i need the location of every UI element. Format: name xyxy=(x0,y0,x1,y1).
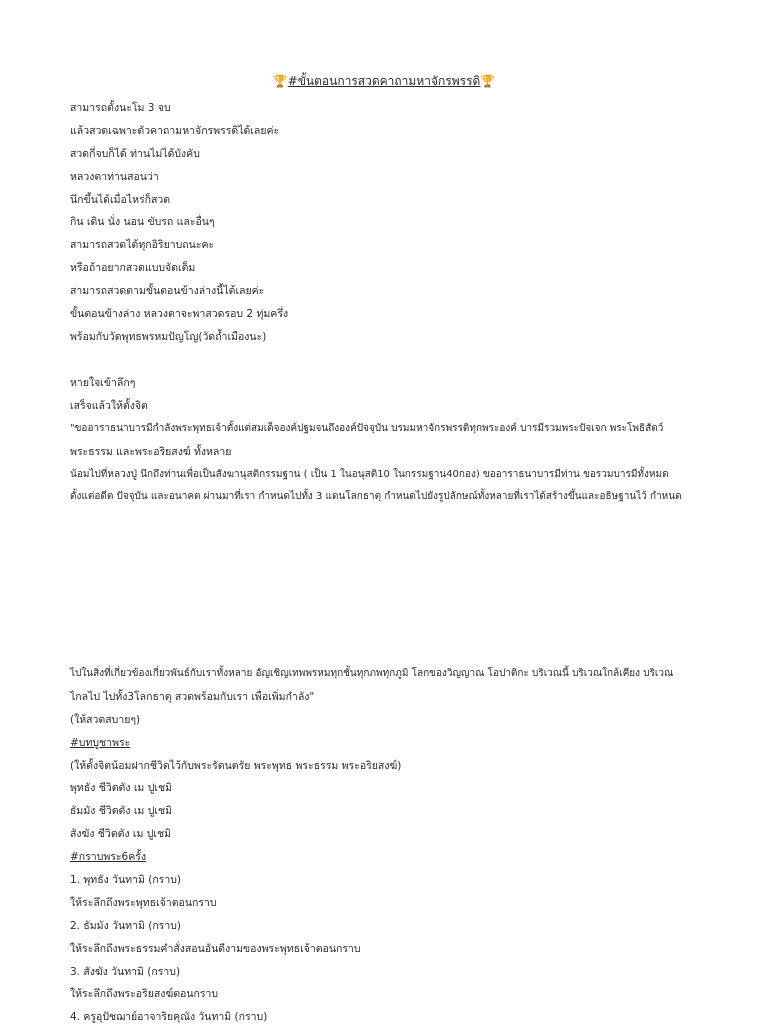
text-line: (ให้ตั้งจิตน้อมฝากชีวิตไว้กับพระรัตนตรัย พระพุทธ พระธรรม พระอริยสงฆ์) xyxy=(70,759,402,772)
text-line: นึกขึ้นได้เมื่อไหร่ก็สวด xyxy=(70,193,171,206)
chant-section xyxy=(70,663,730,1029)
text-line: ไปในสิ่งที่เกี่ยวข้องเกี่ยวพันธ์กับเราทั้งหลาย อัญเชิญเทพพรหมทุกชั้นทุกภพทุกภูมิ โลกของวิญญาณ โอปาติกะ บริเวณนี้ บริเวณใกล้เคียง บริเวณ xyxy=(70,668,674,679)
text-line: กิน เดิน นั่ง นอน ขับรถ และอื่นๆ xyxy=(70,216,215,229)
text-line: ให้ระลึกถึงพระธรรมคำสั่งสอนอันดีงามของพระพุทธเจ้าตอนกราบ xyxy=(70,942,361,955)
text-line: แล้วสวดเฉพาะตัวคาถามหาจักรพรรดิได้เลยค่ะ xyxy=(70,124,280,137)
text-line: 1. พุทธัง วันทามิ (กราบ) xyxy=(70,874,181,887)
intention-section xyxy=(70,372,730,509)
section-heading: #บทบูชาพระ xyxy=(70,736,131,749)
text-line: ขั้นตอนข้างล่าง หลวงตาจะพาสวดรอบ 2 ทุ่มครึ่ง xyxy=(70,308,289,321)
text-line: สวดกี่จบก็ได้ ท่านไม่ได้บังคับ xyxy=(70,147,200,160)
text-line: พร้อมกับวัดพุทธพรหมปัญโญ(วัดถ้ำเมืองนะ) xyxy=(70,330,267,343)
text-line: (ให้สวดสบายๆ) xyxy=(70,713,141,726)
text-line: ให้ระลึกถึงพระอริยสงฆ์ตอนกราบ xyxy=(70,988,219,1001)
text-line: เสร็จแล้วให้ตั้งจิต xyxy=(70,399,148,412)
intro-section xyxy=(70,97,730,349)
text-line: สามารถสวดได้ทุกอิริยาบถนะคะ xyxy=(70,239,215,252)
text-line: พระธรรม และพระอริยสงฆ์ ทั้งหลาย xyxy=(70,445,232,458)
text-line: ธัมมัง ชีวิตตัง เม ปูเชมิ xyxy=(70,805,172,818)
text-line: น้อมไปที่หลวงปู่ นึกถึงท่านเพื่อเป็นสังฆานุสติกรรมฐาน ( เป็น 1 ในอนุสติ10 ในกรรมฐาน40กอง) ขออาราธนาบารมีท่าน ขอรวมบารมีทั้งหมด xyxy=(70,468,669,480)
text-line: 4. ครูอุปัชฌาย์อาจาริยคุณัง วันทามิ (กราบ) xyxy=(70,1011,268,1024)
text-line: สามารถตั้งนะโม 3 จบ xyxy=(70,102,171,114)
text-line: สามารถสวดตามขั้นตอนข้างล่างนี้ได้เลยค่ะ xyxy=(70,285,265,298)
text-line: 2. ธัมมัง วันทามิ (กราบ) xyxy=(70,919,181,932)
text-line: "ขออาราธนาบารมีกำลังพระพุทธเจ้าตั้งแต่สมเด็จองค์ปฐมจนถึงองค์ปัจจุบัน บรมมหาจักรพรรดิทุกพระองค์ บารมีรวมพระปัจเจก พระโพธิสัตว์ xyxy=(70,422,664,434)
text-line: หรือถ้าอยากสวดแบบจัดเต็ม xyxy=(70,262,196,275)
text-line: ตั้งแต่อดีต ปัจจุบัน และอนาคต ผ่านมาที่เรา กำหนดไปทั้ง 3 แดนโลกธาตุ กำหนดไปยังรูปลักษณ์ทั้งหลายที่เราได้สร้างขึ้นและอธิษฐานไว้ กำหนด xyxy=(70,491,682,503)
text-line: สังฆัง ชีวิตตัง เม ปูเชมิ xyxy=(70,828,172,841)
text-line: 3. สังฆัง วันทามิ (กราบ) xyxy=(70,965,181,978)
text-line: ให้ระลึกถึงพระพุทธเจ้าตอนกราบ xyxy=(70,896,217,909)
page-title xyxy=(0,72,768,90)
text-line: หายใจเข้าลึกๆ xyxy=(70,377,136,389)
text-line: ไกลไป ไปทั้ง3โลกธาตุ สวดพร้อมกับเรา เพื่อเพิ่มกำลัง" xyxy=(70,690,315,703)
text-line: หลวงตาท่านสอนว่า xyxy=(70,170,159,183)
section-heading: #กราบพระ6ครั้ง xyxy=(70,851,147,864)
trophy-icon: 🏆 xyxy=(480,74,496,88)
trophy-icon: 🏆 xyxy=(272,74,288,88)
text-line: พุทธัง ชีวิตตัง เม ปูเชมิ xyxy=(70,782,172,795)
title-text: #ขั้นตอนการสวดคาถามหาจักรพรรดิ xyxy=(287,74,481,88)
